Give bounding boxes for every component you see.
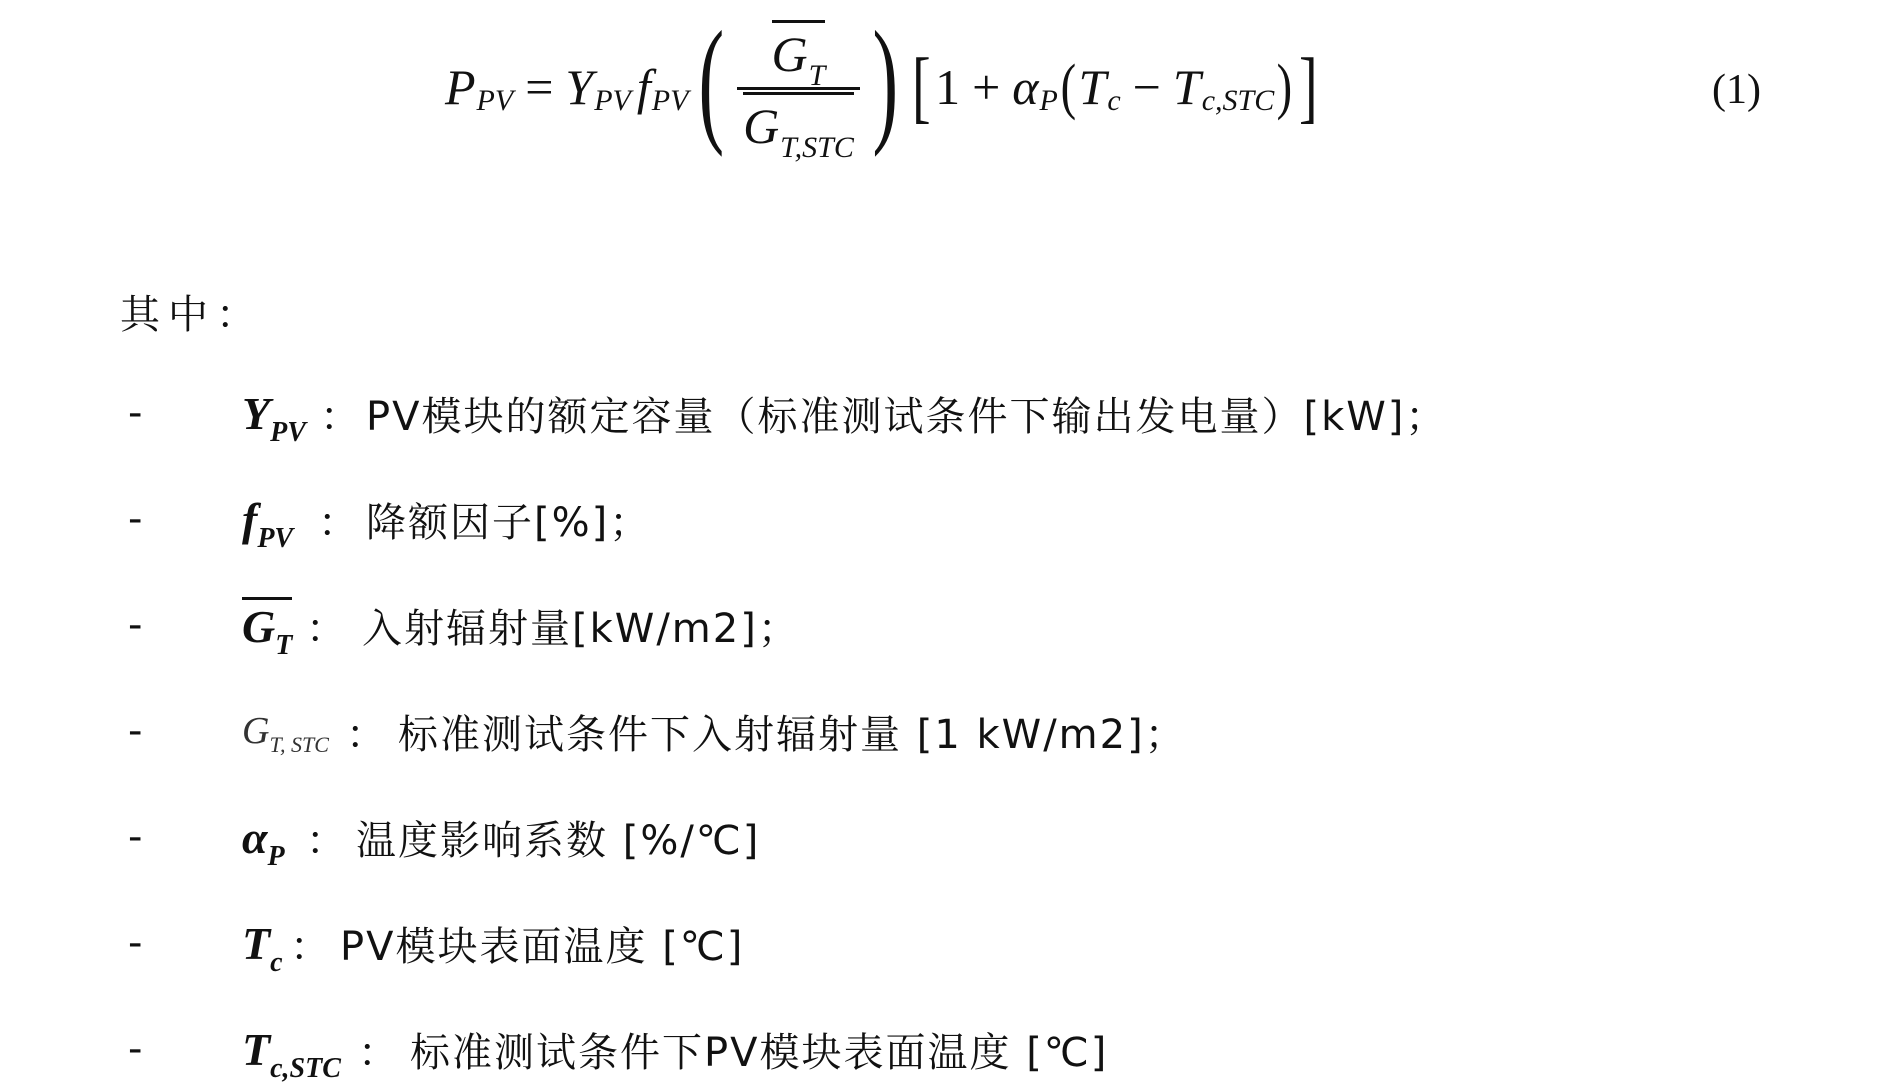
eq-y-sub: PV	[594, 84, 631, 117]
eq-left-bracket: [	[912, 43, 932, 131]
eq-y: Y	[565, 59, 594, 115]
definition-item	[0, 1014, 1886, 1084]
list-dash: -	[128, 602, 143, 648]
definition-text: PV模块的额定容量（标准测试条件下输出发电量）[kW]；	[366, 393, 1448, 440]
eq-p-sub: PV	[476, 84, 514, 117]
list-dash: -	[128, 496, 143, 542]
list-dash: -	[128, 708, 143, 754]
definition-item	[0, 802, 1886, 872]
definition-text: 降额因子[%]；	[366, 499, 652, 546]
definition-symbol	[242, 917, 283, 978]
definition-colon: ：	[320, 393, 362, 440]
definition-symbol	[242, 709, 329, 757]
symbol-sub: P	[267, 840, 285, 872]
definition-text: PV模块表面温度 [℃]	[340, 923, 745, 970]
eq-p: P	[445, 59, 476, 115]
definition-text: 温度影响系数 [%/℃]	[356, 817, 761, 864]
eq-plus: +	[972, 59, 1001, 115]
eq-num-g: G	[771, 25, 808, 82]
definition-colon: ：	[318, 499, 360, 546]
symbol-sub: PV	[270, 416, 306, 448]
symbol-main: G	[242, 710, 270, 752]
definition-colon: ：	[290, 923, 332, 970]
definition-colon: ：	[358, 1029, 400, 1076]
eq-den-g: G	[743, 97, 780, 154]
symbol-main: Y	[242, 387, 271, 439]
eq-tc-sub: c	[1107, 84, 1121, 117]
definition-item	[0, 484, 1886, 554]
eq-right-bracket: ]	[1298, 43, 1318, 131]
list-dash: -	[128, 920, 143, 966]
definition-symbol	[242, 1023, 341, 1084]
eq-tcstc: T	[1172, 59, 1201, 115]
eq-tcstc-sub: c,STC	[1201, 84, 1275, 117]
definition-text: 标准测试条件下PV模块表面温度 [℃]	[410, 1029, 1109, 1076]
definition-colon: ：	[306, 817, 348, 864]
eq-equals: =	[525, 59, 554, 115]
symbol-sub: PV	[257, 522, 294, 554]
definition-colon: ：	[346, 711, 388, 758]
definition-item	[0, 696, 1886, 766]
definition-item	[0, 378, 1886, 448]
eq-right-paren: )	[872, 3, 898, 158]
eq-inner-left-paren: (	[1060, 53, 1076, 121]
symbol-sub: T, STC	[269, 732, 329, 757]
eq-inner-right-paren: )	[1276, 53, 1293, 121]
eq-den-sub: T,STC	[780, 130, 854, 164]
symbol-main: T	[242, 1023, 271, 1075]
symbol-sub: c	[270, 946, 283, 978]
eq-f-sub: PV	[651, 84, 689, 117]
eq-alpha-sub: P	[1039, 84, 1058, 117]
definition-symbol	[242, 387, 306, 448]
definition-item	[0, 908, 1886, 978]
eq-minus: −	[1132, 59, 1161, 115]
intro-label: 其中：	[120, 292, 264, 338]
eq-tc: T	[1078, 59, 1107, 115]
definition-symbol	[242, 811, 285, 872]
definition-text: 入射辐射量[kW/m2]；	[362, 605, 800, 652]
definition-item	[0, 590, 1886, 660]
definition-symbol	[242, 493, 294, 554]
eq-alpha: α	[1012, 59, 1039, 115]
eq-left-paren: (	[698, 3, 725, 158]
symbol-main: T	[242, 917, 271, 969]
symbol-main: f	[242, 493, 258, 545]
definition-symbol	[242, 597, 293, 661]
list-dash: -	[128, 814, 143, 860]
equation-number: (1)	[1712, 67, 1761, 113]
symbol-main: G	[242, 601, 276, 652]
definition-colon: ：	[306, 605, 348, 652]
symbol-sub: c,STC	[270, 1052, 341, 1084]
eq-f: f	[636, 59, 651, 115]
symbol-overline	[242, 597, 293, 661]
symbol-main: α	[242, 811, 268, 863]
symbol-sub: T	[275, 630, 293, 661]
eq-num-sub: T	[808, 58, 826, 92]
definition-text: 标准测试条件下入射辐射量 [1 kW/m2]；	[398, 711, 1187, 758]
list-dash: -	[128, 390, 143, 436]
eq-one: 1	[935, 59, 961, 115]
list-dash: -	[128, 1026, 143, 1072]
